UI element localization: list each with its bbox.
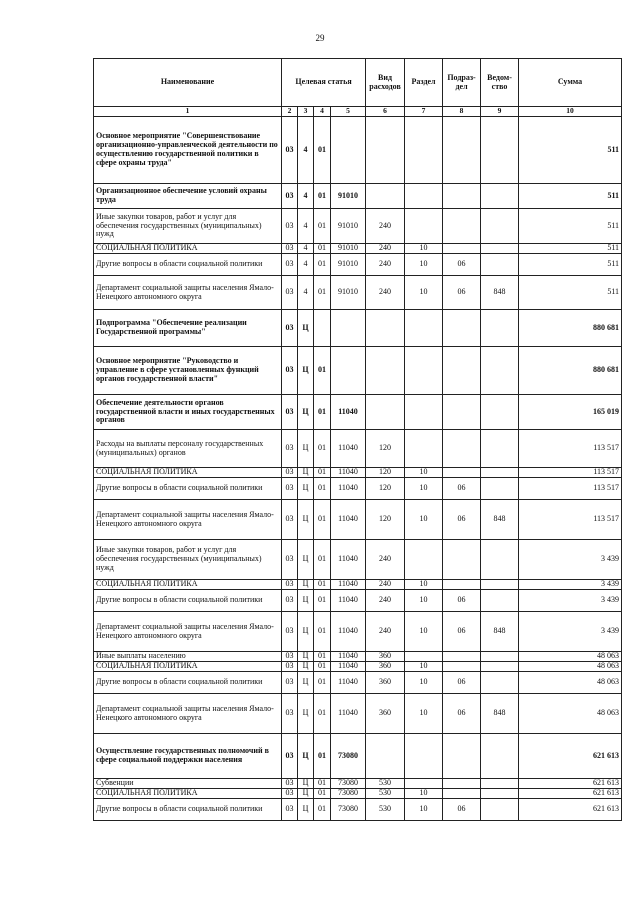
target-code-activity: 01: [314, 117, 331, 184]
table-body: [94, 117, 622, 821]
section-code: 10: [405, 580, 443, 590]
header-name: Наименование: [94, 59, 282, 107]
table-header-row: [94, 59, 622, 107]
target-code-subprogram: Ц: [298, 430, 314, 468]
target-code-activity: 01: [314, 652, 331, 662]
target-code-direction: 91010: [331, 184, 366, 209]
section-code: [405, 779, 443, 789]
subsection-code: [443, 209, 481, 244]
expense-kind: 530: [366, 779, 405, 789]
table-row: [94, 694, 622, 734]
target-code-direction: 11040: [331, 478, 366, 500]
dept-code: [481, 672, 519, 694]
row-name: Департамент социальной защиты населения Ямало-Ненецкого автономного округа: [94, 276, 282, 310]
target-code-subprogram: Ц: [298, 478, 314, 500]
table-row: [94, 672, 622, 694]
table-row: [94, 799, 622, 821]
target-code-program: 03: [282, 430, 298, 468]
target-code-program: 03: [282, 612, 298, 652]
target-code-activity: 01: [314, 276, 331, 310]
row-name: Департамент социальной защиты населения Ямало-Ненецкого автономного округа: [94, 612, 282, 652]
sum-value: 113 517: [519, 500, 622, 540]
section-code: 10: [405, 468, 443, 478]
dept-code: [481, 590, 519, 612]
target-code-program: 03: [282, 580, 298, 590]
sum-value: 3 439: [519, 580, 622, 590]
target-code-direction: 91010: [331, 244, 366, 254]
expense-kind: 120: [366, 468, 405, 478]
section-code: [405, 734, 443, 779]
expense-kind: [366, 184, 405, 209]
expense-kind: 240: [366, 244, 405, 254]
subsection-code: 06: [443, 478, 481, 500]
row-name: СОЦИАЛЬНАЯ ПОЛИТИКА: [94, 789, 282, 799]
header-section: Раздел: [405, 59, 443, 107]
dept-code: [481, 209, 519, 244]
subsection-code: [443, 580, 481, 590]
table-row: [94, 478, 622, 500]
target-code-direction: 73080: [331, 779, 366, 789]
target-code-program: 03: [282, 500, 298, 540]
target-code-activity: 01: [314, 612, 331, 652]
sum-value: 48 063: [519, 652, 622, 662]
table-row: [94, 734, 622, 779]
row-name: Другие вопросы в области социальной политики: [94, 254, 282, 276]
target-code-activity: 01: [314, 347, 331, 395]
target-code-activity: 01: [314, 580, 331, 590]
target-code-direction: 11040: [331, 468, 366, 478]
target-code-program: 03: [282, 734, 298, 779]
dept-code: [481, 184, 519, 209]
target-code-subprogram: Ц: [298, 672, 314, 694]
expense-kind: 360: [366, 662, 405, 672]
table-row: [94, 652, 622, 662]
target-code-direction: 73080: [331, 799, 366, 821]
col-number: 10: [519, 107, 622, 117]
target-code-subprogram: Ц: [298, 580, 314, 590]
section-code: [405, 347, 443, 395]
dept-code: [481, 734, 519, 779]
target-code-subprogram: Ц: [298, 652, 314, 662]
subsection-code: 06: [443, 799, 481, 821]
target-code-program: 03: [282, 789, 298, 799]
header-kind: Вид расходов: [366, 59, 405, 107]
expense-kind: [366, 310, 405, 347]
section-code: 10: [405, 254, 443, 276]
target-code-direction: [331, 347, 366, 395]
target-code-activity: 01: [314, 789, 331, 799]
expense-kind: 360: [366, 652, 405, 662]
target-code-program: 03: [282, 590, 298, 612]
section-code: [405, 310, 443, 347]
target-code-activity: 01: [314, 478, 331, 500]
subsection-code: [443, 468, 481, 478]
table-row: [94, 276, 622, 310]
section-code: 10: [405, 478, 443, 500]
budget-table: [93, 58, 622, 821]
row-name: Иные закупки товаров, работ и услуг для обеспечения государственных (муниципальных) нужд: [94, 209, 282, 244]
sum-value: 621 613: [519, 779, 622, 789]
col-number: 2: [282, 107, 298, 117]
expense-kind: 530: [366, 799, 405, 821]
target-code-program: 03: [282, 276, 298, 310]
row-name: Другие вопросы в области социальной политики: [94, 799, 282, 821]
dept-code: 848: [481, 694, 519, 734]
target-code-subprogram: 4: [298, 184, 314, 209]
sum-value: 3 439: [519, 590, 622, 612]
target-code-direction: 73080: [331, 789, 366, 799]
row-name: Организационное обеспечение условий охраны труда: [94, 184, 282, 209]
sum-value: 165 019: [519, 395, 622, 430]
dept-code: [481, 540, 519, 580]
dept-code: [481, 430, 519, 468]
dept-code: [481, 789, 519, 799]
dept-code: [481, 779, 519, 789]
section-code: [405, 209, 443, 244]
target-code-direction: 11040: [331, 652, 366, 662]
dept-code: [481, 580, 519, 590]
target-code-activity: 01: [314, 254, 331, 276]
row-name: Иные выплаты населению: [94, 652, 282, 662]
subsection-code: [443, 117, 481, 184]
table-row: [94, 209, 622, 244]
col-number: 8: [443, 107, 481, 117]
target-code-program: 03: [282, 244, 298, 254]
expense-kind: 240: [366, 612, 405, 652]
table-row: [94, 184, 622, 209]
section-code: 10: [405, 612, 443, 652]
expense-kind: 240: [366, 254, 405, 276]
col-number: 6: [366, 107, 405, 117]
target-code-subprogram: Ц: [298, 694, 314, 734]
target-code-subprogram: Ц: [298, 540, 314, 580]
target-code-activity: 01: [314, 468, 331, 478]
sum-value: 511: [519, 209, 622, 244]
target-code-activity: 01: [314, 694, 331, 734]
target-code-direction: 11040: [331, 590, 366, 612]
target-code-subprogram: 4: [298, 209, 314, 244]
target-code-direction: 11040: [331, 612, 366, 652]
sum-value: 113 517: [519, 430, 622, 468]
sum-value: 3 439: [519, 612, 622, 652]
dept-code: [481, 799, 519, 821]
section-code: [405, 652, 443, 662]
target-code-activity: [314, 310, 331, 347]
table-row: [94, 468, 622, 478]
sum-value: 113 517: [519, 478, 622, 500]
section-code: 10: [405, 244, 443, 254]
target-code-program: 03: [282, 117, 298, 184]
subsection-code: [443, 184, 481, 209]
dept-code: 848: [481, 612, 519, 652]
section-code: [405, 117, 443, 184]
target-code-direction: [331, 310, 366, 347]
target-code-subprogram: Ц: [298, 799, 314, 821]
sum-value: 511: [519, 184, 622, 209]
target-code-activity: 01: [314, 244, 331, 254]
expense-kind: 240: [366, 580, 405, 590]
header-subsection: Подраз-дел: [443, 59, 481, 107]
subsection-code: [443, 395, 481, 430]
target-code-subprogram: Ц: [298, 468, 314, 478]
table-row: [94, 789, 622, 799]
expense-kind: 240: [366, 540, 405, 580]
target-code-subprogram: Ц: [298, 500, 314, 540]
sum-value: 880 681: [519, 347, 622, 395]
subsection-code: [443, 310, 481, 347]
target-code-activity: 01: [314, 779, 331, 789]
dept-code: [481, 117, 519, 184]
header-target: Целевая статья: [282, 59, 366, 107]
table-row: [94, 117, 622, 184]
sum-value: 621 613: [519, 734, 622, 779]
target-code-activity: 01: [314, 540, 331, 580]
target-code-activity: 01: [314, 184, 331, 209]
target-code-subprogram: Ц: [298, 347, 314, 395]
table-row: [94, 580, 622, 590]
target-code-direction: 11040: [331, 430, 366, 468]
header-sum: Сумма: [519, 59, 622, 107]
section-code: [405, 395, 443, 430]
target-code-activity: 01: [314, 734, 331, 779]
col-number: 1: [94, 107, 282, 117]
row-name: СОЦИАЛЬНАЯ ПОЛИТИКА: [94, 580, 282, 590]
target-code-program: 03: [282, 468, 298, 478]
target-code-direction: 11040: [331, 580, 366, 590]
section-code: [405, 430, 443, 468]
section-code: 10: [405, 276, 443, 310]
table-row: [94, 779, 622, 789]
section-code: [405, 184, 443, 209]
target-code-subprogram: Ц: [298, 612, 314, 652]
target-code-subprogram: Ц: [298, 662, 314, 672]
dept-code: [481, 468, 519, 478]
subsection-code: 06: [443, 672, 481, 694]
row-name: Департамент социальной защиты населения Ямало-Ненецкого автономного округа: [94, 500, 282, 540]
dept-code: [481, 395, 519, 430]
subsection-code: [443, 244, 481, 254]
dept-code: [481, 244, 519, 254]
expense-kind: 120: [366, 478, 405, 500]
dept-code: [481, 478, 519, 500]
subsection-code: [443, 662, 481, 672]
expense-kind: [366, 395, 405, 430]
row-name: Другие вопросы в области социальной политики: [94, 478, 282, 500]
target-code-subprogram: 4: [298, 276, 314, 310]
expense-kind: [366, 734, 405, 779]
dept-code: 848: [481, 276, 519, 310]
expense-kind: [366, 347, 405, 395]
section-code: 10: [405, 694, 443, 734]
target-code-direction: 11040: [331, 500, 366, 540]
expense-kind: 530: [366, 789, 405, 799]
sum-value: 511: [519, 254, 622, 276]
subsection-code: [443, 789, 481, 799]
row-name: Подпрограмма "Обеспечение реализации Государственной программы": [94, 310, 282, 347]
subsection-code: 06: [443, 694, 481, 734]
target-code-program: 03: [282, 310, 298, 347]
target-code-activity: 01: [314, 799, 331, 821]
table-row: [94, 244, 622, 254]
table-row: [94, 347, 622, 395]
target-code-program: 03: [282, 672, 298, 694]
target-code-subprogram: Ц: [298, 779, 314, 789]
table-row: [94, 540, 622, 580]
table-row: [94, 254, 622, 276]
target-code-activity: 01: [314, 672, 331, 694]
target-code-direction: 11040: [331, 694, 366, 734]
target-code-program: 03: [282, 347, 298, 395]
row-name: Расходы на выплаты персоналу государственных (муниципальных) органов: [94, 430, 282, 468]
page-number: 29: [315, 33, 325, 43]
sum-value: 621 613: [519, 799, 622, 821]
target-code-program: 03: [282, 254, 298, 276]
expense-kind: 360: [366, 672, 405, 694]
section-code: 10: [405, 500, 443, 540]
sum-value: 511: [519, 276, 622, 310]
subsection-code: [443, 430, 481, 468]
target-code-program: 03: [282, 209, 298, 244]
expense-kind: 120: [366, 430, 405, 468]
target-code-direction: 11040: [331, 540, 366, 580]
target-code-activity: 01: [314, 209, 331, 244]
expense-kind: 360: [366, 694, 405, 734]
sum-value: 511: [519, 244, 622, 254]
row-name: Обеспечение деятельности органов государственной власти и иных государственных органов: [94, 395, 282, 430]
row-name: СОЦИАЛЬНАЯ ПОЛИТИКА: [94, 662, 282, 672]
target-code-direction: 11040: [331, 395, 366, 430]
subsection-code: 06: [443, 276, 481, 310]
target-code-program: 03: [282, 779, 298, 789]
target-code-direction: 11040: [331, 672, 366, 694]
column-number-row: [94, 107, 622, 117]
section-code: 10: [405, 789, 443, 799]
target-code-activity: 01: [314, 590, 331, 612]
section-code: 10: [405, 672, 443, 694]
dept-code: [481, 347, 519, 395]
section-code: 10: [405, 662, 443, 672]
target-code-activity: 01: [314, 430, 331, 468]
row-name: Департамент социальной защиты населения Ямало-Ненецкого автономного округа: [94, 694, 282, 734]
sum-value: 48 063: [519, 694, 622, 734]
target-code-program: 03: [282, 662, 298, 672]
target-code-subprogram: 4: [298, 254, 314, 276]
table-row: [94, 395, 622, 430]
target-code-program: 03: [282, 652, 298, 662]
sum-value: 511: [519, 117, 622, 184]
sum-value: 48 063: [519, 672, 622, 694]
subsection-code: [443, 540, 481, 580]
row-name: Другие вопросы в области социальной политики: [94, 672, 282, 694]
target-code-direction: 91010: [331, 276, 366, 310]
target-code-program: 03: [282, 478, 298, 500]
subsection-code: 06: [443, 500, 481, 540]
target-code-activity: 01: [314, 500, 331, 540]
subsection-code: [443, 734, 481, 779]
expense-kind: 240: [366, 276, 405, 310]
section-code: 10: [405, 590, 443, 612]
row-name: Основное мероприятие "Совершенствование организационно-управленческой деятельности по осуществлению государственной политики в сфере охраны труда": [94, 117, 282, 184]
subsection-code: [443, 779, 481, 789]
target-code-program: 03: [282, 395, 298, 430]
dept-code: 848: [481, 500, 519, 540]
subsection-code: 06: [443, 612, 481, 652]
expense-kind: 240: [366, 590, 405, 612]
sum-value: 48 063: [519, 662, 622, 672]
table-row: [94, 612, 622, 652]
table-row: [94, 310, 622, 347]
table-row: [94, 500, 622, 540]
header-dept: Ведом-ство: [481, 59, 519, 107]
section-code: [405, 540, 443, 580]
target-code-direction: [331, 117, 366, 184]
target-code-subprogram: Ц: [298, 395, 314, 430]
table-row: [94, 662, 622, 672]
target-code-program: 03: [282, 184, 298, 209]
target-code-program: 03: [282, 540, 298, 580]
sum-value: 880 681: [519, 310, 622, 347]
target-code-activity: 01: [314, 662, 331, 672]
subsection-code: 06: [443, 254, 481, 276]
col-number: 9: [481, 107, 519, 117]
sum-value: 113 517: [519, 468, 622, 478]
expense-kind: 120: [366, 500, 405, 540]
target-code-program: 03: [282, 694, 298, 734]
dept-code: [481, 310, 519, 347]
table-row: [94, 430, 622, 468]
col-number: 3: [298, 107, 314, 117]
sum-value: 3 439: [519, 540, 622, 580]
subsection-code: [443, 347, 481, 395]
row-name: Иные закупки товаров, работ и услуг для обеспечения государственных (муниципальных) нужд: [94, 540, 282, 580]
target-code-subprogram: 4: [298, 117, 314, 184]
target-code-direction: 91010: [331, 254, 366, 276]
dept-code: [481, 652, 519, 662]
target-code-program: 03: [282, 799, 298, 821]
target-code-subprogram: Ц: [298, 789, 314, 799]
target-code-activity: 01: [314, 395, 331, 430]
target-code-subprogram: 4: [298, 244, 314, 254]
row-name: Осуществление государственных полномочий в сфере социальной поддержки населения: [94, 734, 282, 779]
table-row: [94, 590, 622, 612]
target-code-subprogram: Ц: [298, 310, 314, 347]
expense-kind: [366, 117, 405, 184]
row-name: СОЦИАЛЬНАЯ ПОЛИТИКА: [94, 244, 282, 254]
target-code-direction: 73080: [331, 734, 366, 779]
sum-value: 621 613: [519, 789, 622, 799]
col-number: 4: [314, 107, 331, 117]
subsection-code: 06: [443, 590, 481, 612]
dept-code: [481, 254, 519, 276]
row-name: Субвенции: [94, 779, 282, 789]
row-name: Основное мероприятие "Руководство и управление в сфере установленных функций органов государственной власти": [94, 347, 282, 395]
row-name: СОЦИАЛЬНАЯ ПОЛИТИКА: [94, 468, 282, 478]
subsection-code: [443, 652, 481, 662]
expense-kind: 240: [366, 209, 405, 244]
target-code-subprogram: Ц: [298, 590, 314, 612]
section-code: 10: [405, 799, 443, 821]
target-code-direction: 11040: [331, 662, 366, 672]
col-number: 7: [405, 107, 443, 117]
target-code-subprogram: Ц: [298, 734, 314, 779]
target-code-direction: 91010: [331, 209, 366, 244]
col-number: 5: [331, 107, 366, 117]
row-name: Другие вопросы в области социальной политики: [94, 590, 282, 612]
dept-code: [481, 662, 519, 672]
